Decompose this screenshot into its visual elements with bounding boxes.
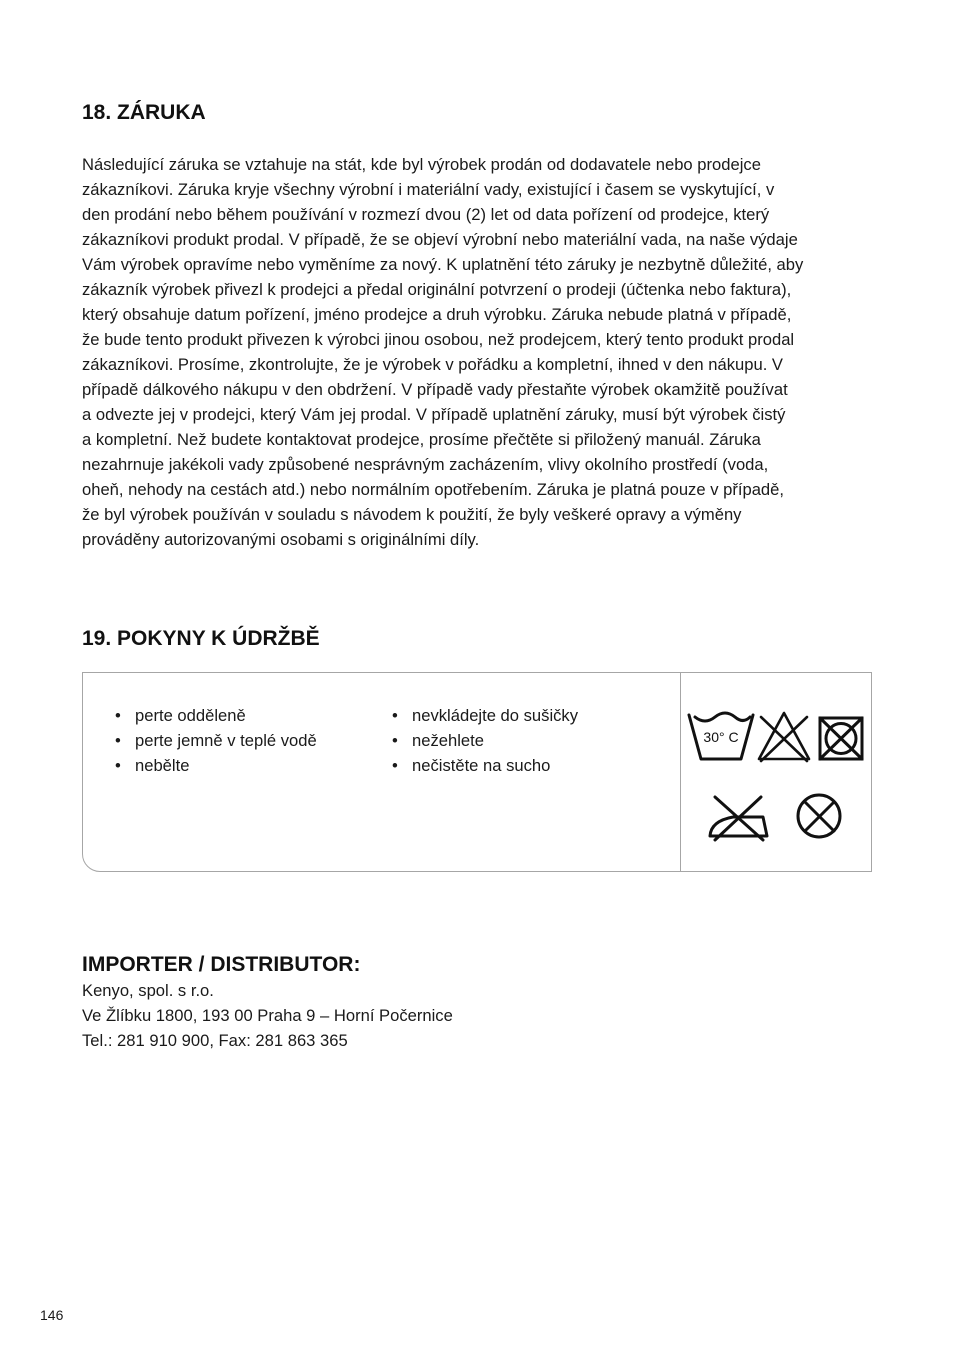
no-bleach-icon bbox=[759, 713, 809, 761]
warranty-line: prováděny autorizovanými osobami s originálními díly. bbox=[82, 530, 480, 549]
warranty-line: že bude tento produkt přivezen k výrobci jinou osobou, než prodejcem, který tento produkt prodal bbox=[82, 330, 795, 349]
care-item: • nečistěte na sucho bbox=[392, 753, 578, 778]
care-item: • nebělte bbox=[115, 753, 317, 778]
warranty-line: Vám výrobek opravíme nebo vyměníme za nový. K uplatnění této záruky je nezbytně důležité, aby bbox=[82, 255, 804, 274]
warranty-line: zákazníkovi. Prosíme, zkontrolujte, že je výrobek v pořádku a kompletní, ihned v den nákupu. V bbox=[82, 355, 783, 374]
no-dry-clean-icon bbox=[798, 795, 840, 837]
warranty-paragraph bbox=[82, 152, 882, 552]
care-item: • nežehlete bbox=[392, 728, 578, 753]
care-item: • perte odděleně bbox=[115, 703, 317, 728]
warranty-line: Následující záruka se vztahuje na stát, kde byl výrobek prodán od dodavatele nebo prodejce bbox=[82, 155, 761, 174]
importer-phone: Tel.: 281 910 900, Fax: 281 863 365 bbox=[82, 1031, 348, 1050]
wash-temperature-label: 30° C bbox=[703, 729, 739, 745]
warranty-line: zákazníkovi. Záruka kryje všechny výrobní i materiální vady, existující i časem se vyskytující, v bbox=[82, 180, 775, 199]
no-iron-icon bbox=[710, 797, 767, 840]
page-number: 146 bbox=[40, 1307, 64, 1323]
warranty-line: případě dálkového nákupu v den obdržení. V případě vady přestaňte výrobek okamžitě používat bbox=[82, 380, 788, 399]
warranty-line: nezahrnuje jakékoli vady způsobené nesprávným zacházením, vlivy okolního prostředí (voda, bbox=[82, 455, 769, 474]
care-item: • perte jemně v teplé vodě bbox=[115, 728, 317, 753]
care-heading: 19. POKYNY K ÚDRŽBĚ bbox=[82, 627, 320, 650]
no-tumble-dry-icon bbox=[820, 718, 862, 759]
warranty-line: který obsahuje datum pořízení, jméno prodejce a druh výrobku. Záruka nebude platná v případě, bbox=[82, 305, 792, 324]
importer-address: Ve Žlíbku 1800, 193 00 Praha 9 – Horní Počernice bbox=[82, 1006, 453, 1025]
warranty-line: den prodání nebo během používání v rozmezí dvou (2) let od data pořízení od prodejce, který bbox=[82, 205, 770, 224]
care-item: • nevkládejte do sušičky bbox=[392, 703, 578, 728]
importer-details bbox=[82, 978, 453, 1053]
importer-heading: IMPORTER / DISTRIBUTOR: bbox=[82, 953, 361, 976]
wash-30-icon bbox=[689, 713, 753, 759]
warranty-line: že byl výrobek používán v souladu s návodem k použití, že byly veškeré opravy a výměny bbox=[82, 505, 742, 524]
warranty-line: zákazníkovi produkt prodal. V případě, že se objeví výrobní nebo materiální vada, na naše výdaje bbox=[82, 230, 798, 249]
importer-name: Kenyo, spol. s r.o. bbox=[82, 981, 214, 1000]
warranty-heading: 18. ZÁRUKA bbox=[82, 101, 206, 124]
warranty-line: a odvezte jej v prodejci, který Vám jej prodal. V případě uplatnění záruky, musí být výrobek čistý bbox=[82, 405, 786, 424]
care-instructions-box bbox=[82, 672, 872, 872]
warranty-line: zákazník výrobek přivezl k prodejci a předal originální potvrzení o prodeji (účtenka nebo faktura), bbox=[82, 280, 792, 299]
care-symbols bbox=[83, 673, 871, 871]
warranty-line: a kompletní. Než budete kontaktovat prodejce, prosíme přečtěte si přiložený manuál. Záruka bbox=[82, 430, 761, 449]
warranty-line: oheň, nehody na cestách atd.) nebo normálním opotřebením. Záruka je platná pouze v případě, bbox=[82, 480, 784, 499]
